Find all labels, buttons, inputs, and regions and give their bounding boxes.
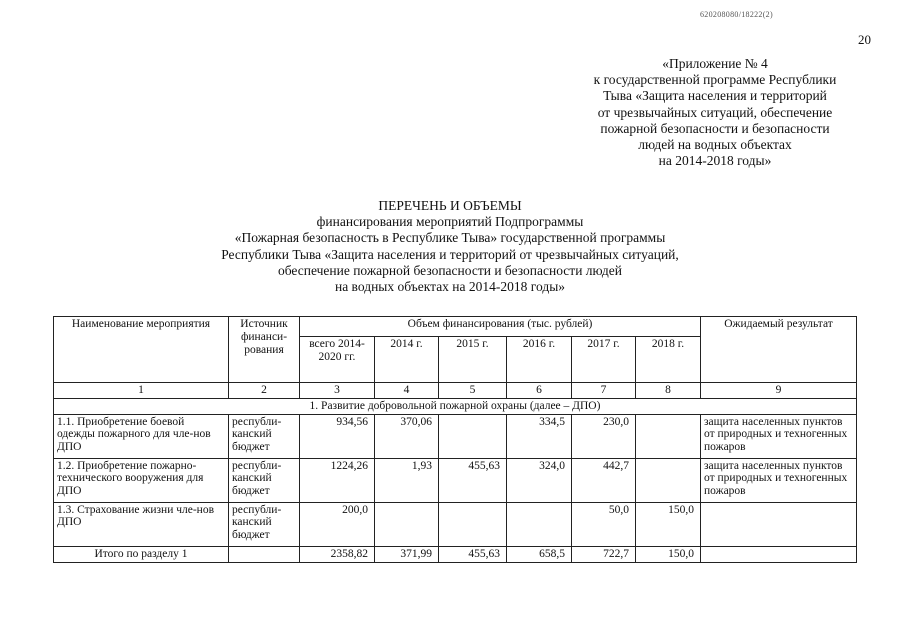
- header-total: всего 2014-2020 гг.: [300, 337, 375, 383]
- row-result: защита населенных пунктов от природных и техногенных пожаров: [701, 414, 857, 458]
- header-2017: 2017 г.: [572, 337, 636, 383]
- total-row: [54, 546, 857, 562]
- appendix-line: «Приложение № 4: [662, 56, 768, 71]
- total-2016: 658,5: [507, 546, 572, 562]
- appendix-line: на 2014-2018 годы»: [658, 153, 772, 169]
- financing-table: [53, 316, 857, 563]
- column-number-row: [54, 383, 857, 399]
- row-name: 1.3. Страхование жизни чле-нов ДПО: [54, 502, 229, 546]
- total-2017: 722,7: [572, 546, 636, 562]
- header-2014: 2014 г.: [375, 337, 439, 383]
- title-line: обеспечение пожарной безопасности и безопасности людей: [277, 262, 623, 278]
- row-2014: 370,06: [375, 414, 439, 458]
- row-total: 200,0: [300, 502, 375, 546]
- page-number: 20: [858, 32, 871, 47]
- header-name: Наименование мероприятия: [54, 317, 229, 383]
- row-total: 1224,26: [300, 458, 375, 502]
- appendix-line: пожарной безопасности и безопасности: [600, 120, 830, 136]
- header-funding: Объем финансирования (тыс. рублей): [300, 317, 701, 337]
- title-line: финансирования мероприятий Подпрограммы: [316, 214, 584, 230]
- row-2018: [636, 414, 701, 458]
- row-2016: 324,0: [507, 458, 572, 502]
- header-2015: 2015 г.: [439, 337, 507, 383]
- total-2014: 371,99: [375, 546, 439, 562]
- appendix-line: Тыва «Защита населения и территорий: [603, 88, 827, 104]
- appendix-line: людей на водных объектах: [638, 137, 792, 153]
- table-row: [54, 414, 857, 458]
- row-source: республи-канский бюджет: [229, 458, 300, 502]
- total-source: [229, 546, 300, 562]
- document-title: [150, 198, 750, 295]
- row-2017: 50,0: [572, 502, 636, 546]
- total-result: [701, 546, 857, 562]
- column-number: 3: [300, 383, 375, 399]
- column-number: 4: [375, 383, 439, 399]
- document-code: 620208080/18222(2): [700, 10, 773, 19]
- column-number: 2: [229, 383, 300, 399]
- total-name: Итого по разделу 1: [54, 546, 229, 562]
- row-2016: 334,5: [507, 414, 572, 458]
- section-row: [54, 398, 857, 414]
- header-row: [54, 317, 857, 337]
- row-result: [701, 502, 857, 546]
- title-line: на водных объектах на 2014-2018 годы»: [334, 279, 566, 295]
- row-2017: 442,7: [572, 458, 636, 502]
- row-source: республи-канский бюджет: [229, 414, 300, 458]
- header-source: Источник финанси-рования: [229, 317, 300, 383]
- title-line: ПЕРЕЧЕНЬ И ОБЪЕМЫ: [378, 198, 522, 213]
- section-title: 1. Развитие добровольной пожарной охраны (далее – ДПО): [54, 398, 857, 414]
- row-source: республи-канский бюджет: [229, 502, 300, 546]
- row-result: защита населенных пунктов от природных и техногенных пожаров: [701, 458, 857, 502]
- row-2015: 455,63: [439, 458, 507, 502]
- column-number: 9: [701, 383, 857, 399]
- header-2018: 2018 г.: [636, 337, 701, 383]
- title-line: «Пожарная безопасность в Республике Тыва» государственной программы: [234, 230, 666, 246]
- title-line: Республики Тыва «Защита населения и территорий от чрезвычайных ситуаций,: [221, 246, 679, 262]
- row-total: 934,56: [300, 414, 375, 458]
- appendix-line: от чрезвычайных ситуаций, обеспечение: [597, 104, 833, 120]
- column-number: 6: [507, 383, 572, 399]
- row-2016: [507, 502, 572, 546]
- row-2014: [375, 502, 439, 546]
- total-2018: 150,0: [636, 546, 701, 562]
- table-row: [54, 458, 857, 502]
- total-all: 2358,82: [300, 546, 375, 562]
- header-2016: 2016 г.: [507, 337, 572, 383]
- appendix-header: [560, 56, 870, 169]
- row-2015: [439, 414, 507, 458]
- column-number: 8: [636, 383, 701, 399]
- table-row: [54, 502, 857, 546]
- row-2018: [636, 458, 701, 502]
- column-number: 1: [54, 383, 229, 399]
- column-number: 5: [439, 383, 507, 399]
- row-2018: 150,0: [636, 502, 701, 546]
- row-name: 1.2. Приобретение пожарно-технического вооружения для ДПО: [54, 458, 229, 502]
- header-result: Ожидаемый результат: [701, 317, 857, 383]
- total-2015: 455,63: [439, 546, 507, 562]
- appendix-line: к государственной программе Республики: [593, 72, 837, 88]
- row-2014: 1,93: [375, 458, 439, 502]
- row-name: 1.1. Приобретение боевой одежды пожарного для чле-нов ДПО: [54, 414, 229, 458]
- row-2015: [439, 502, 507, 546]
- row-2017: 230,0: [572, 414, 636, 458]
- column-number: 7: [572, 383, 636, 399]
